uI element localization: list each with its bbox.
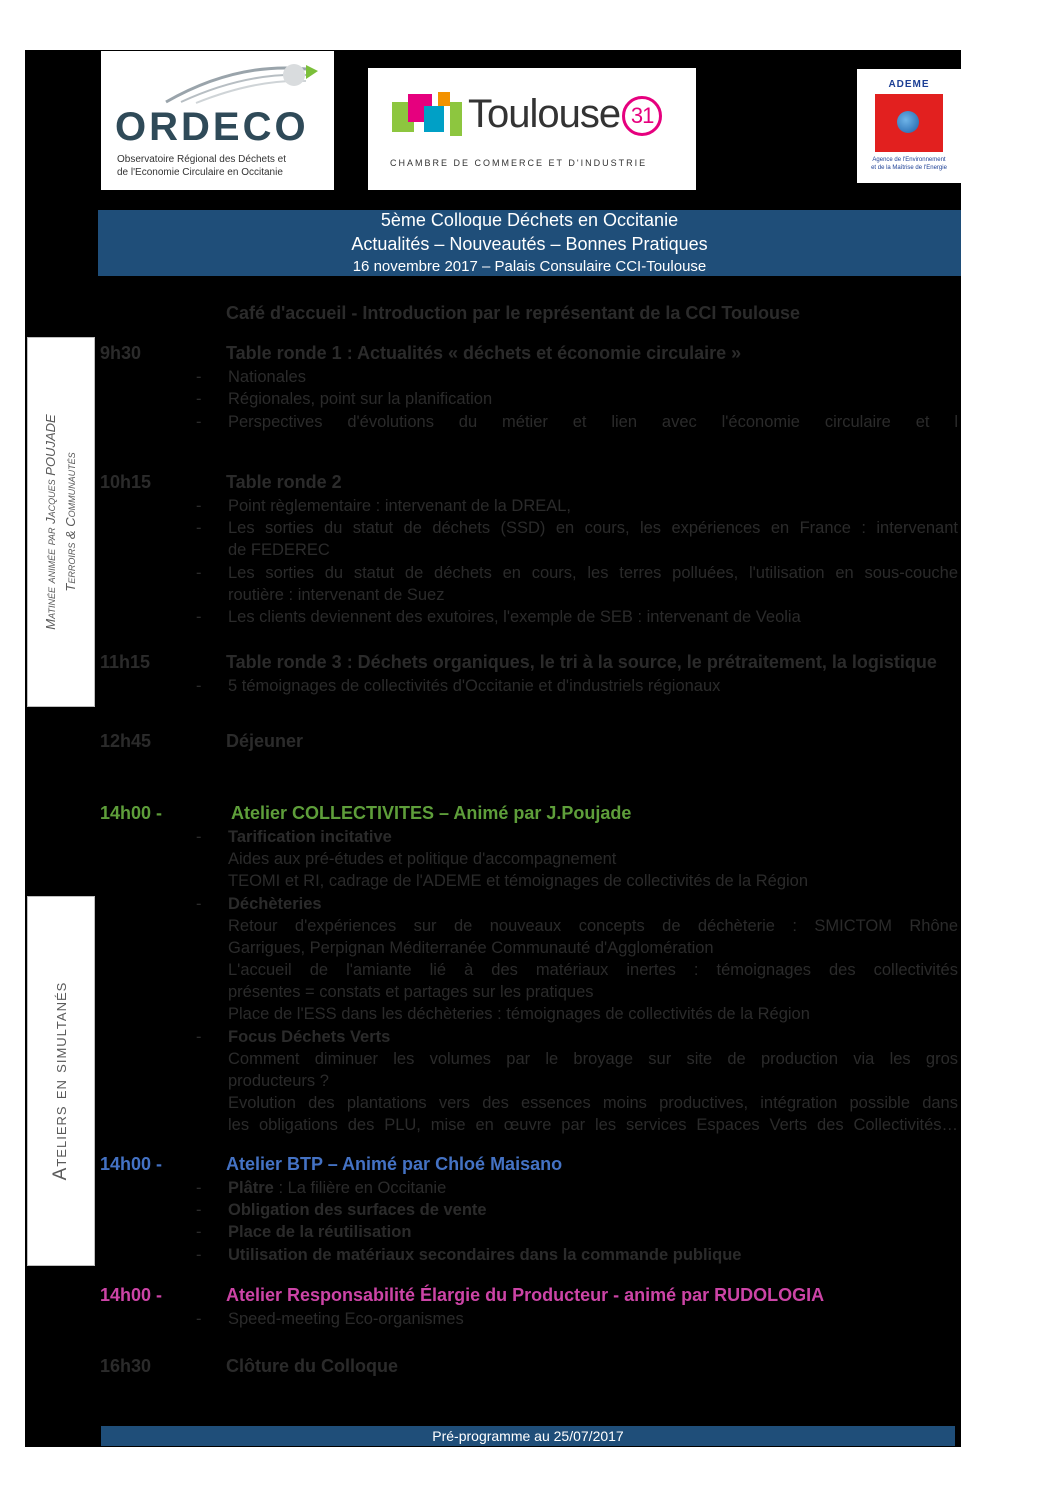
session-title: Table ronde 2 xyxy=(226,472,342,492)
session-title: Table ronde 3 : Déchets organiques, le tri à la source, le prétraitement, la logistique xyxy=(226,652,937,672)
list-item: Utilisation de matériaux secondaires dans la commande publique xyxy=(228,1246,742,1264)
ordeco-subtitle: Observatoire Régional des Déchets et de l'Economie Circulaire en Occitanie xyxy=(117,154,286,178)
list-item-detail: Comment diminuer les volumes par le broyage sur site de production via les gros xyxy=(228,1050,958,1068)
list-item: Les clients deviennent des exutoires, l'exemple de SEB : intervenant de Veolia xyxy=(228,608,801,626)
list-bullet: - xyxy=(196,828,202,846)
session-title: Table ronde 1 : Actualités « déchets et économie circulaire » xyxy=(226,343,742,363)
list-item-detail: Place de l'ESS dans les déchèteries : témoignages de collectivités de la Région xyxy=(228,1005,810,1023)
list-bullet: - xyxy=(196,677,202,695)
list-bullet: - xyxy=(196,497,202,515)
list-item: Place de la réutilisation xyxy=(228,1223,412,1241)
session-time: 14h00 - xyxy=(100,1285,163,1305)
cci-wordmark: Toulouse 31 xyxy=(468,92,662,137)
list-bullet: - xyxy=(196,1246,202,1264)
list-item: Les sorties du statut de déchets (SSD) en cours, les expériences en France : intervenant xyxy=(228,519,958,537)
ademe-logo xyxy=(857,69,961,183)
morning-side-label xyxy=(27,337,95,707)
cci-mark-icon xyxy=(390,88,470,148)
list-item-detail: L'accueil de l'amiante lié à des matériaux inertes : témoignages des collectivités xyxy=(228,961,958,979)
list-item-continued: routière : intervenant de Suez xyxy=(228,586,445,604)
session-time: 16h30 xyxy=(100,1356,152,1376)
list-item: Perspectives d'évolutions du métier et lien avec l'économie circulaire et l xyxy=(228,413,958,431)
list-bullet: - xyxy=(196,1310,202,1328)
session-time: 14h00 - xyxy=(100,803,163,823)
list-item-detail: producteurs ? xyxy=(228,1072,329,1090)
list-item-detail: Evolution des plantations vers des essences moins productives, intégration possible dans xyxy=(228,1094,958,1112)
cci-toulouse-logo xyxy=(368,68,696,190)
list-bullet: - xyxy=(196,368,202,386)
workshop-title: Atelier COLLECTIVITES – Animé par J.Poujade xyxy=(231,803,632,823)
session-title: Clôture du Colloque xyxy=(226,1356,398,1376)
list-item: Régionales, point sur la planification xyxy=(228,390,493,408)
session-time: 9h30 xyxy=(100,343,142,363)
session-time: 12h45 xyxy=(100,731,152,751)
cci-subtitle: CHAMBRE DE COMMERCE ET D'INDUSTRIE xyxy=(390,158,648,168)
morning-org-label: Terroirs & Communautés xyxy=(63,452,78,592)
list-bullet: - xyxy=(196,519,202,537)
list-bullet: - xyxy=(196,1223,202,1241)
workshops-side-label xyxy=(27,896,95,1266)
session-time: 11h15 xyxy=(100,652,151,672)
list-item: 5 témoignages de collectivités d'Occitanie et d'industriels régionaux xyxy=(228,677,721,695)
list-item-continued: de FEDEREC xyxy=(228,541,330,559)
list-item: Nationales xyxy=(228,368,306,386)
list-bullet: - xyxy=(196,608,202,626)
list-bullet: - xyxy=(196,895,202,913)
header-band xyxy=(98,210,961,276)
ordeco-swoosh-icon xyxy=(156,57,326,107)
ademe-subtitle: Agence de l'Environnement et de la Maîtrise de l'Energie xyxy=(871,157,947,171)
workshop-title: Atelier BTP – Animé par Chloé Maisano xyxy=(226,1154,563,1174)
morning-host-label: Matinée animée par Jacques POUJADE xyxy=(43,414,58,630)
session-time: 14h00 - xyxy=(100,1154,163,1174)
workshops-label: Ateliers en simultanés xyxy=(50,981,71,1181)
list-item-detail: les obligations des PLU, mise en œuvre par les services Espaces Verts des Collectivités… xyxy=(228,1116,958,1134)
list-item: Point règlementaire : intervenant de la DREAL, xyxy=(228,497,572,515)
event-title: 5ème Colloque Déchets en Occitanie xyxy=(380,210,679,230)
list-item: Focus Déchets Verts xyxy=(228,1028,391,1046)
event-date-place: 16 novembre 2017 – Palais Consulaire CCI-Toulouse xyxy=(352,258,707,275)
list-item: Speed-meeting Eco-organismes xyxy=(228,1310,464,1328)
welcome-heading: Café d'accueil - Introduction par le représentant de la CCI Toulouse xyxy=(226,303,801,323)
list-item: Tarification incitative xyxy=(228,828,392,846)
list-bullet: - xyxy=(196,390,202,408)
list-item: Déchèteries xyxy=(228,895,322,913)
list-bullet: - xyxy=(196,564,202,582)
list-item-detail: Aides aux pré-études et politique d'accompagnement xyxy=(228,850,617,868)
list-bullet: - xyxy=(196,1179,202,1197)
list-item-detail: présentes = constats et partages sur les pratiques xyxy=(228,983,594,1001)
list-item: Obligation des surfaces de vente xyxy=(228,1201,487,1219)
footer-band: Pré-programme au 25/07/2017 xyxy=(101,1426,955,1446)
list-bullet: - xyxy=(196,1028,202,1046)
list-item: Plâtre : La filière en Occitanie xyxy=(228,1179,447,1197)
session-title: Déjeuner xyxy=(226,731,304,751)
list-item-detail: Retour d'expériences sur de nouveaux concepts de déchèterie : SMICTOM Rhône xyxy=(228,917,958,935)
ademe-wordmark: ADEME xyxy=(888,79,930,90)
ordeco-logo xyxy=(101,51,334,190)
list-item: Les sorties du statut de déchets en cours, les terres polluées, l'utilisation en sous-couche xyxy=(228,564,958,582)
session-time: 10h15 xyxy=(100,472,152,492)
event-subtitle: Actualités – Nouveautés – Bonnes Pratiques xyxy=(351,234,708,254)
list-bullet: - xyxy=(196,1201,202,1219)
workshop-title: Atelier Responsabilité Élargie du Producteur - animé par RUDOLOGIA xyxy=(226,1285,825,1305)
list-item-detail: Garrigues, Perpignan Méditerranée Communauté d'Agglomération xyxy=(228,939,714,957)
list-item-detail: TEOMI et RI, cadrage de l'ADEME et témoignages de collectivités de la Région xyxy=(228,872,809,890)
ordeco-wordmark: ORDECO xyxy=(115,105,309,149)
ademe-flag-icon xyxy=(875,94,943,152)
list-bullet: - xyxy=(196,413,202,431)
